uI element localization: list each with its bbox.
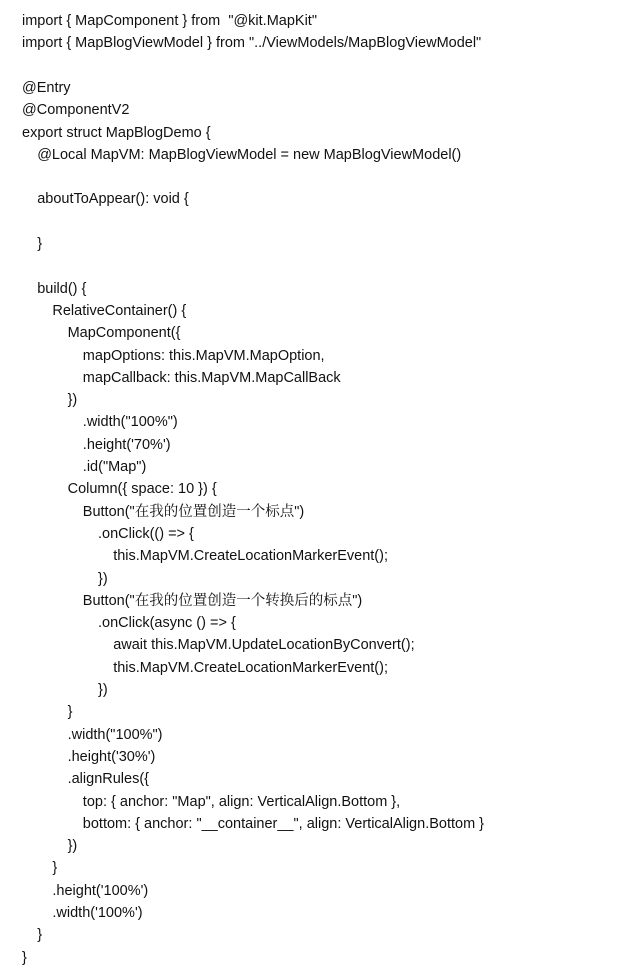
code-line: } bbox=[37, 236, 43, 252]
code-line: .onClick(async () => { bbox=[98, 615, 236, 632]
code-line: import { MapBlogViewModel } from "../ViewModels/MapBlogViewModel" bbox=[22, 35, 482, 52]
code-line: aboutToAppear(): void { bbox=[37, 191, 189, 208]
code-line: import { MapComponent } from "@kit.MapKit" bbox=[22, 13, 317, 29]
code-line: Button("在我的位置创造一个转换后的标点") bbox=[82, 592, 363, 609]
code-line: .height('30%') bbox=[67, 748, 156, 765]
code-line: build() { bbox=[37, 280, 87, 297]
code-line: }) bbox=[98, 570, 108, 587]
code-line: .onClick(() => { bbox=[98, 525, 194, 542]
code-line: Button("在我的位置创造一个标点") bbox=[82, 503, 305, 520]
code-line: } bbox=[67, 704, 73, 721]
code-line: .height('70%') bbox=[82, 436, 171, 453]
code-line: RelativeContainer() { bbox=[52, 302, 187, 319]
code-line: @Entry bbox=[22, 79, 71, 96]
code-line: await this.MapVM.UpdateLocationByConvert(); bbox=[113, 637, 415, 654]
code-line: bottom: { anchor: "__container__", align: VerticalAlign.Bottom } bbox=[82, 815, 485, 832]
code-line: } bbox=[37, 927, 43, 944]
code-line: }) bbox=[98, 682, 108, 698]
code-line: this.MapVM.CreateLocationMarkerEvent(); bbox=[113, 548, 388, 565]
code-line: top: { anchor: "Map", align: VerticalAlign.Bottom }, bbox=[82, 793, 401, 810]
code-line: }) bbox=[67, 392, 78, 409]
code-line: mapCallback: this.MapVM.MapCallBack bbox=[82, 369, 341, 386]
code-line: .width('100%') bbox=[52, 905, 143, 921]
code-line: .width("100%") bbox=[82, 414, 178, 431]
code-line: this.MapVM.CreateLocationMarkerEvent(); bbox=[113, 659, 388, 676]
code-line: } bbox=[22, 949, 27, 966]
code-line: @ComponentV2 bbox=[22, 102, 130, 119]
code-line: } bbox=[52, 860, 58, 877]
code-line: mapOptions: this.MapVM.MapOption, bbox=[82, 347, 325, 364]
code-line: .alignRules({ bbox=[67, 771, 150, 788]
code-line: Column({ space: 10 }) { bbox=[67, 481, 217, 498]
code-line: .height('100%') bbox=[52, 882, 149, 899]
code-line: .id("Map") bbox=[82, 459, 147, 475]
code-line: @Local MapVM: MapBlogViewModel = new MapBlogViewModel() bbox=[37, 146, 462, 163]
code-line: .width("100%") bbox=[67, 726, 163, 743]
code-line: export struct MapBlogDemo { bbox=[22, 124, 211, 141]
code-line: }) bbox=[67, 838, 78, 855]
code-line: MapComponent({ bbox=[67, 325, 181, 342]
